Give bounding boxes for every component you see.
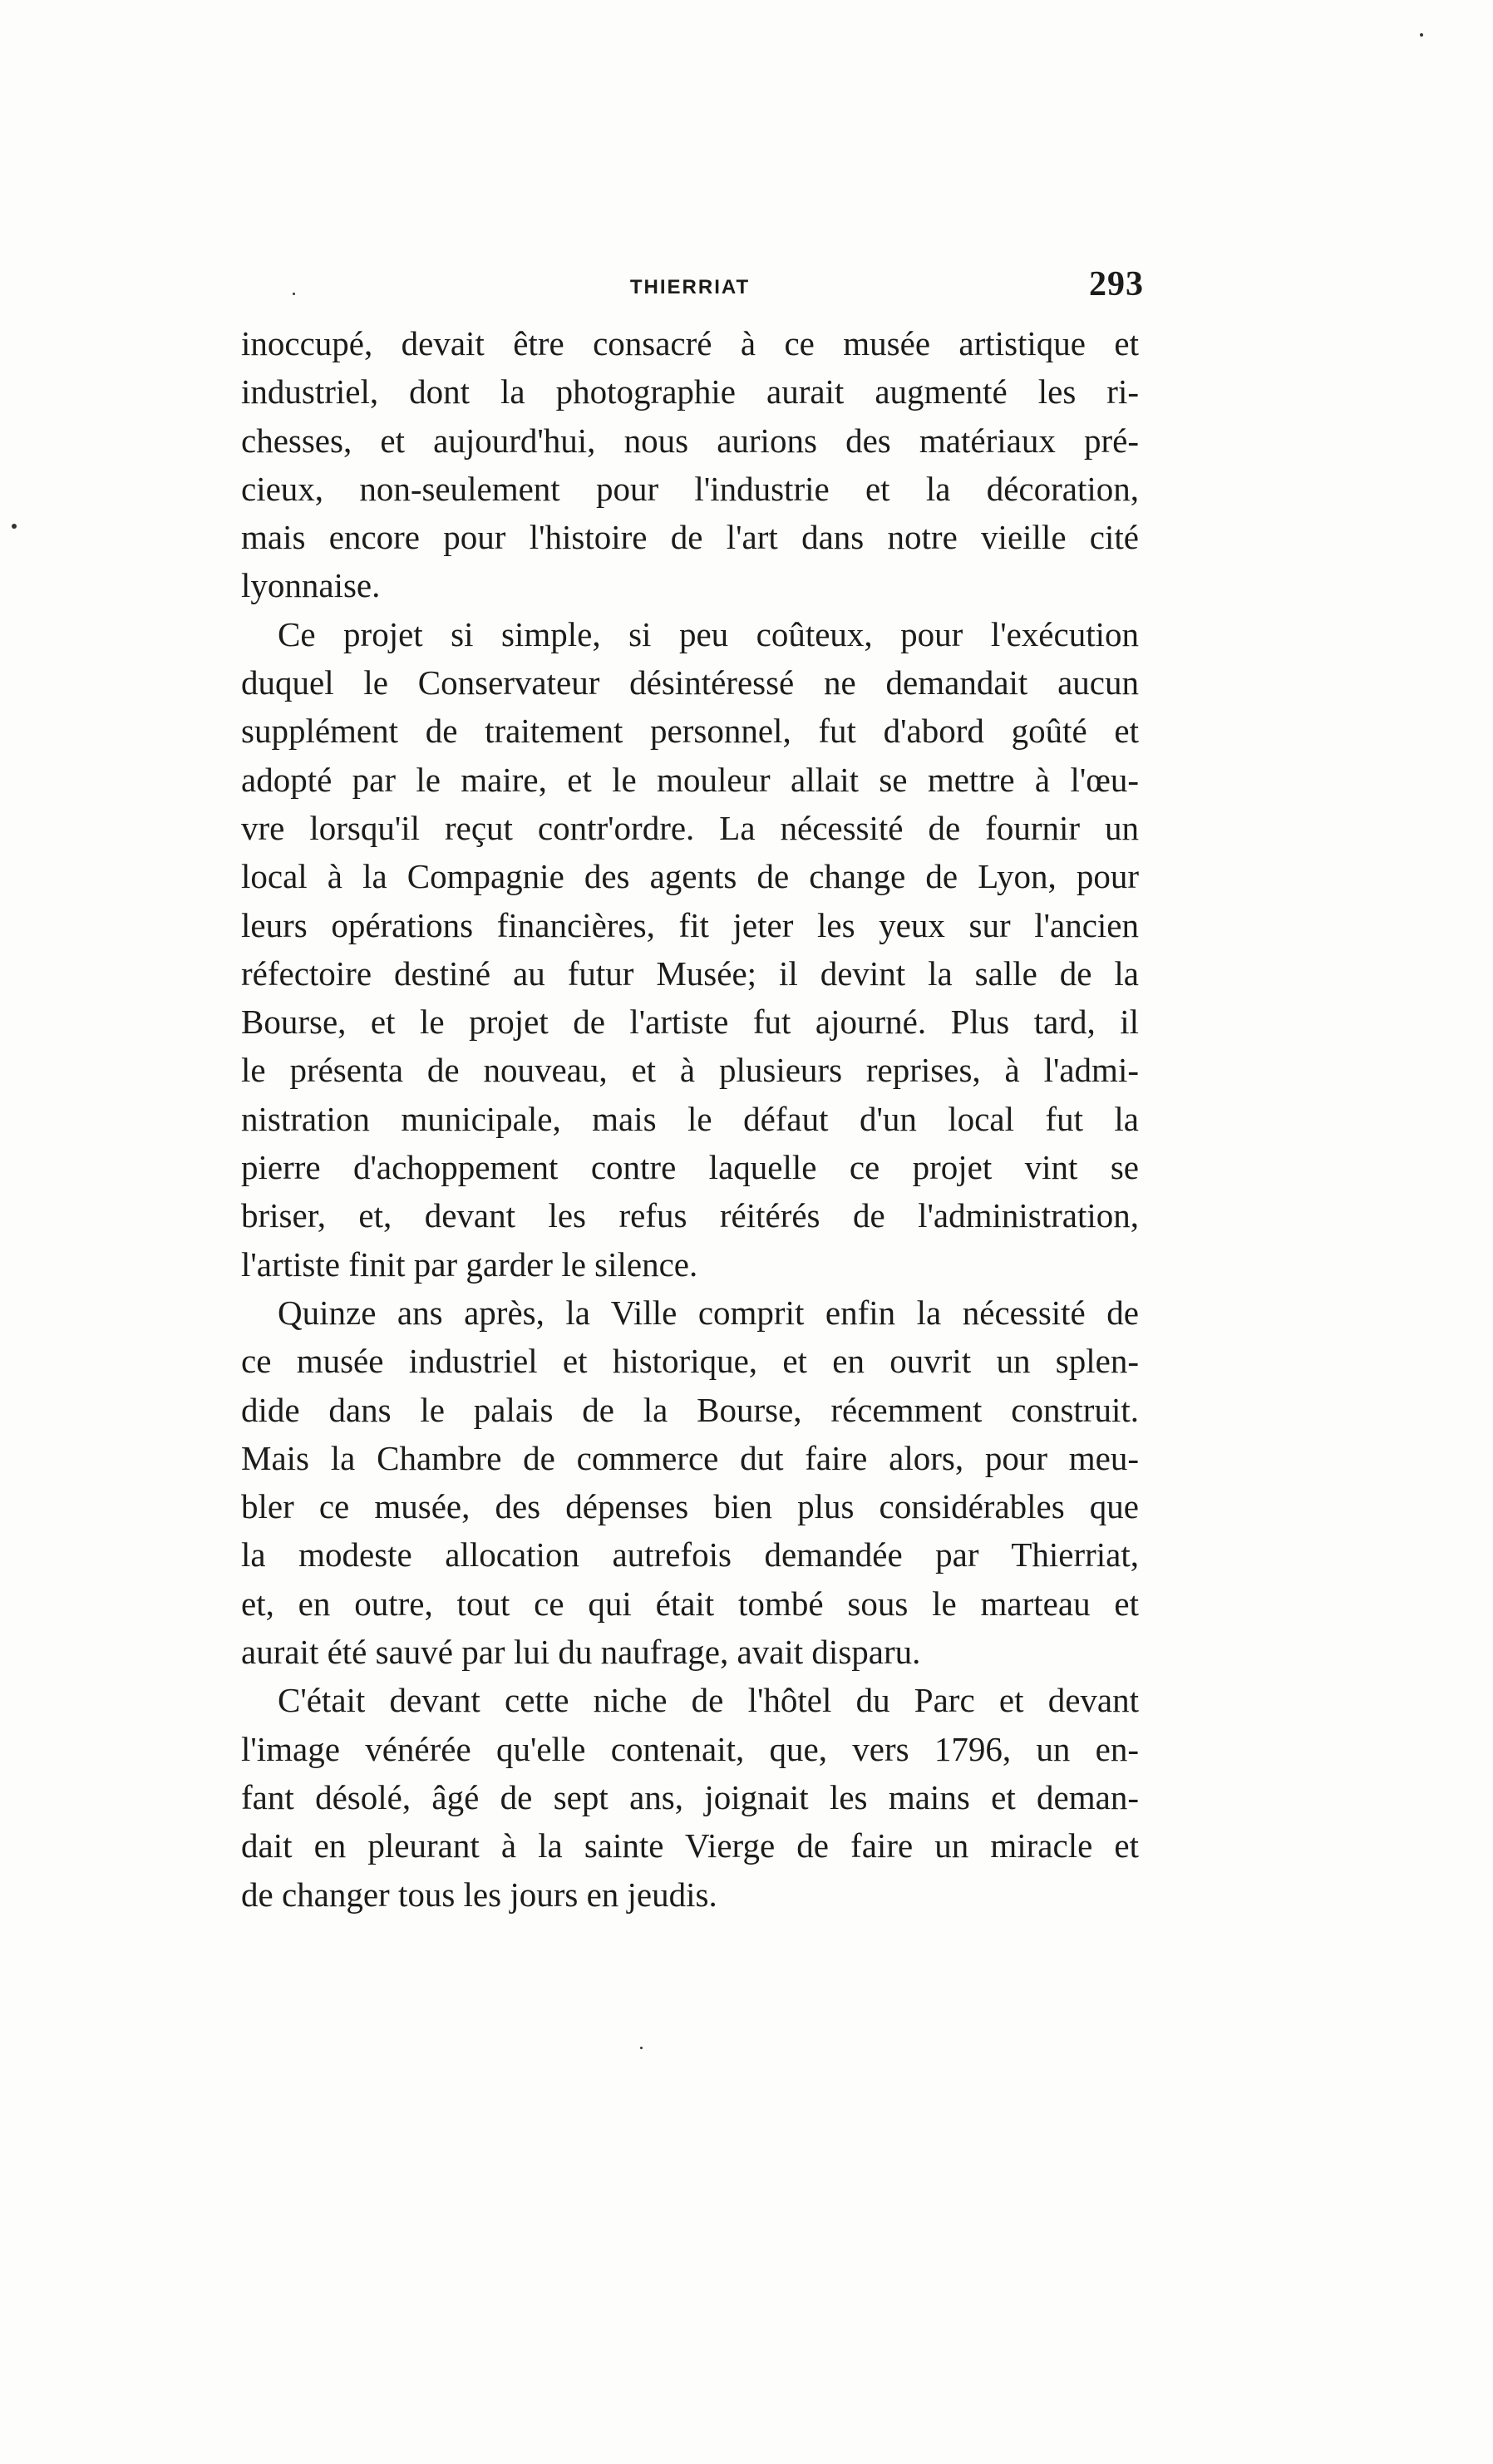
text-line: dait en pleurant à la sainte Vierge de faire un miracle et [241, 1826, 1139, 1865]
text-line: aurait été sauvé par lui du naufrage, avait disparu. [241, 1633, 921, 1672]
text-line: adopté par le maire, et le mouleur allait se mettre à l'œu- [241, 760, 1139, 799]
text-line: Quinze ans après, la Ville comprit enfin la nécessité de [278, 1293, 1139, 1332]
text-line: l'image vénérée qu'elle contenait, que, vers 1796, un en- [241, 1729, 1139, 1768]
body-text [241, 319, 1139, 1919]
text-line: et, en outre, tout ce qui était tombé sous le marteau et [241, 1584, 1139, 1623]
text-line: lyonnaise. [241, 566, 381, 605]
text-line: Mais la Chambre de commerce dut faire alors, pour meu- [241, 1438, 1139, 1477]
text-line: le présenta de nouveau, et à plusieurs reprises, à l'admi- [241, 1051, 1139, 1090]
running-title: THIERRIAT [629, 276, 751, 298]
scan-speck [12, 524, 17, 529]
text-line: mais encore pour l'histoire de l'art dans notre vieille cité [241, 518, 1139, 557]
paragraph-projet [241, 610, 1139, 1289]
text-line: fant désolé, âgé de sept ans, joignait les mains et deman- [241, 1777, 1139, 1816]
text-line: l'artiste finit par garder le silence. [241, 1244, 698, 1284]
scan-speck [640, 2047, 643, 2049]
text-line: C'était devant cette niche de l'hôtel du Parc et devant [278, 1681, 1139, 1720]
text-line: cieux, non-seulement pour l'industrie et la décoration, [241, 469, 1139, 508]
text-line: nistration municipale, mais le défaut d'un local fut la [241, 1099, 1139, 1138]
text-line: briser, et, devant les refus réitérés de l'administration, [241, 1196, 1139, 1235]
running-head [241, 264, 1144, 314]
text-line: ce musée industriel et historique, et en ouvrit un splen- [241, 1342, 1139, 1381]
text-line: duquel le Conservateur désintéressé ne demandait aucun [241, 663, 1139, 702]
text-line: la modeste allocation autrefois demandée par Thierriat, [241, 1535, 1139, 1574]
text-line: local à la Compagnie des agents de change de Lyon, pour [241, 857, 1139, 896]
text-line: dide dans le palais de la Bourse, récemment construit. [241, 1390, 1139, 1429]
page-number: 293 [1089, 265, 1144, 303]
text-line: inoccupé, devait être consacré à ce musée artistique et [241, 324, 1139, 362]
text-line: de changer tous les jours en jeudis. [241, 1875, 717, 1914]
text-line: industriel, dont la photographie aurait augmenté les ri- [241, 372, 1139, 411]
text-line: vre lorsqu'il reçut contr'ordre. La nécessité de fournir un [241, 808, 1139, 847]
paragraph-continuation [241, 319, 1139, 610]
text-line: chesses, et aujourd'hui, nous aurions des matériaux pré- [241, 421, 1139, 460]
text-line: leurs opérations financières, fit jeter les yeux sur l'ancien [241, 905, 1139, 944]
text-line: supplément de traitement personnel, fut d'abord goûté et [241, 712, 1139, 751]
scan-speck [1420, 33, 1423, 37]
scan-speck [293, 293, 295, 295]
text-line: réfectoire destiné au futur Musée; il devint la salle de la [241, 954, 1139, 993]
text-line: bler ce musée, des dépenses bien plus considérables que [241, 1487, 1139, 1526]
text-line: Ce projet si simple, si peu coûteux, pour l'exécution [278, 614, 1139, 653]
text-line: pierre d'achoppement contre laquelle ce projet vint se [241, 1148, 1139, 1187]
text-line: Bourse, et le projet de l'artiste fut ajourné. Plus tard, il [241, 1003, 1139, 1042]
paragraph-niche [241, 1676, 1139, 1918]
paragraph-quinze-ans [241, 1289, 1139, 1676]
